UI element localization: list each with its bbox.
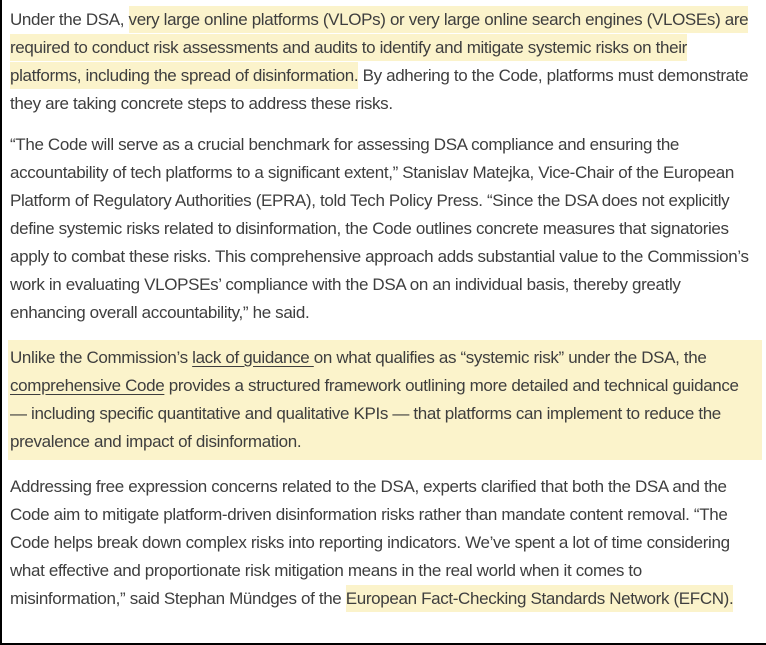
body-text-run: “The Code will serve as a crucial benchmark for assessing DSA compliance and ensuring the accountability of tech platforms to a significant extent,” Stanislav Matejka, Vice-Chair of the European Platform of Regulatory Authorities (EPRA), told Tech Policy Press. “Since the DSA does not explicitly define systemic risks related to disinformation, the Code outlines concrete measures that signatories apply to combat these risks. This comprehensive approach adds substantial value to the Commission’s work in evaluating VLOPSEs’ compliance with the DSA on an individual basis, thereby greatly enhancing overall accountability,” he said. <box>10 135 749 322</box>
inline-link[interactable]: lack of guidance <box>192 348 314 367</box>
paragraph <box>10 6 758 118</box>
highlighted-text-run: very large online platforms (VLOPs) or very large online search engines (VLOSEs) are required to conduct risk assessments and audits to identify and mitigate systemic risks on their platforms, including the spread of disinformation. <box>10 6 748 89</box>
body-text-run: Unlike the Commission’s <box>10 348 193 367</box>
highlighted-text-run: European Fact-Checking Standards Network (EFCN). <box>346 585 734 612</box>
body-text-run: provides a structured framework outlining more detailed and technical guidance — including specific quantitative and qualitative KPIs — that platforms can implement to reduce the prevalence and impact of disinformation. <box>10 376 739 451</box>
article-body <box>2 0 766 613</box>
inline-link[interactable]: comprehensive Code <box>10 376 165 395</box>
body-text-run: Addressing free expression concerns related to the DSA, experts clarified that both the DSA and the Code aim to mitigate platform-driven disinformation risks rather than mandate content removal. “The Code helps break down complex risks into reporting indicators. We’ve spent a lot of time considering what effective and proportionate risk mitigation means in the real world when it comes to misinformation,” said Stephan Mündges of the <box>10 477 730 608</box>
body-text-run: By adhering to the Code, platforms must demonstrate they are taking concrete steps to address these risks. <box>10 66 749 113</box>
paragraph <box>10 473 758 613</box>
paragraph <box>10 131 758 327</box>
body-text-run: Under the DSA, <box>10 10 129 29</box>
body-text-run: on what qualifies as “systemic risk” under the DSA, the <box>313 348 707 367</box>
paragraph <box>8 340 762 460</box>
